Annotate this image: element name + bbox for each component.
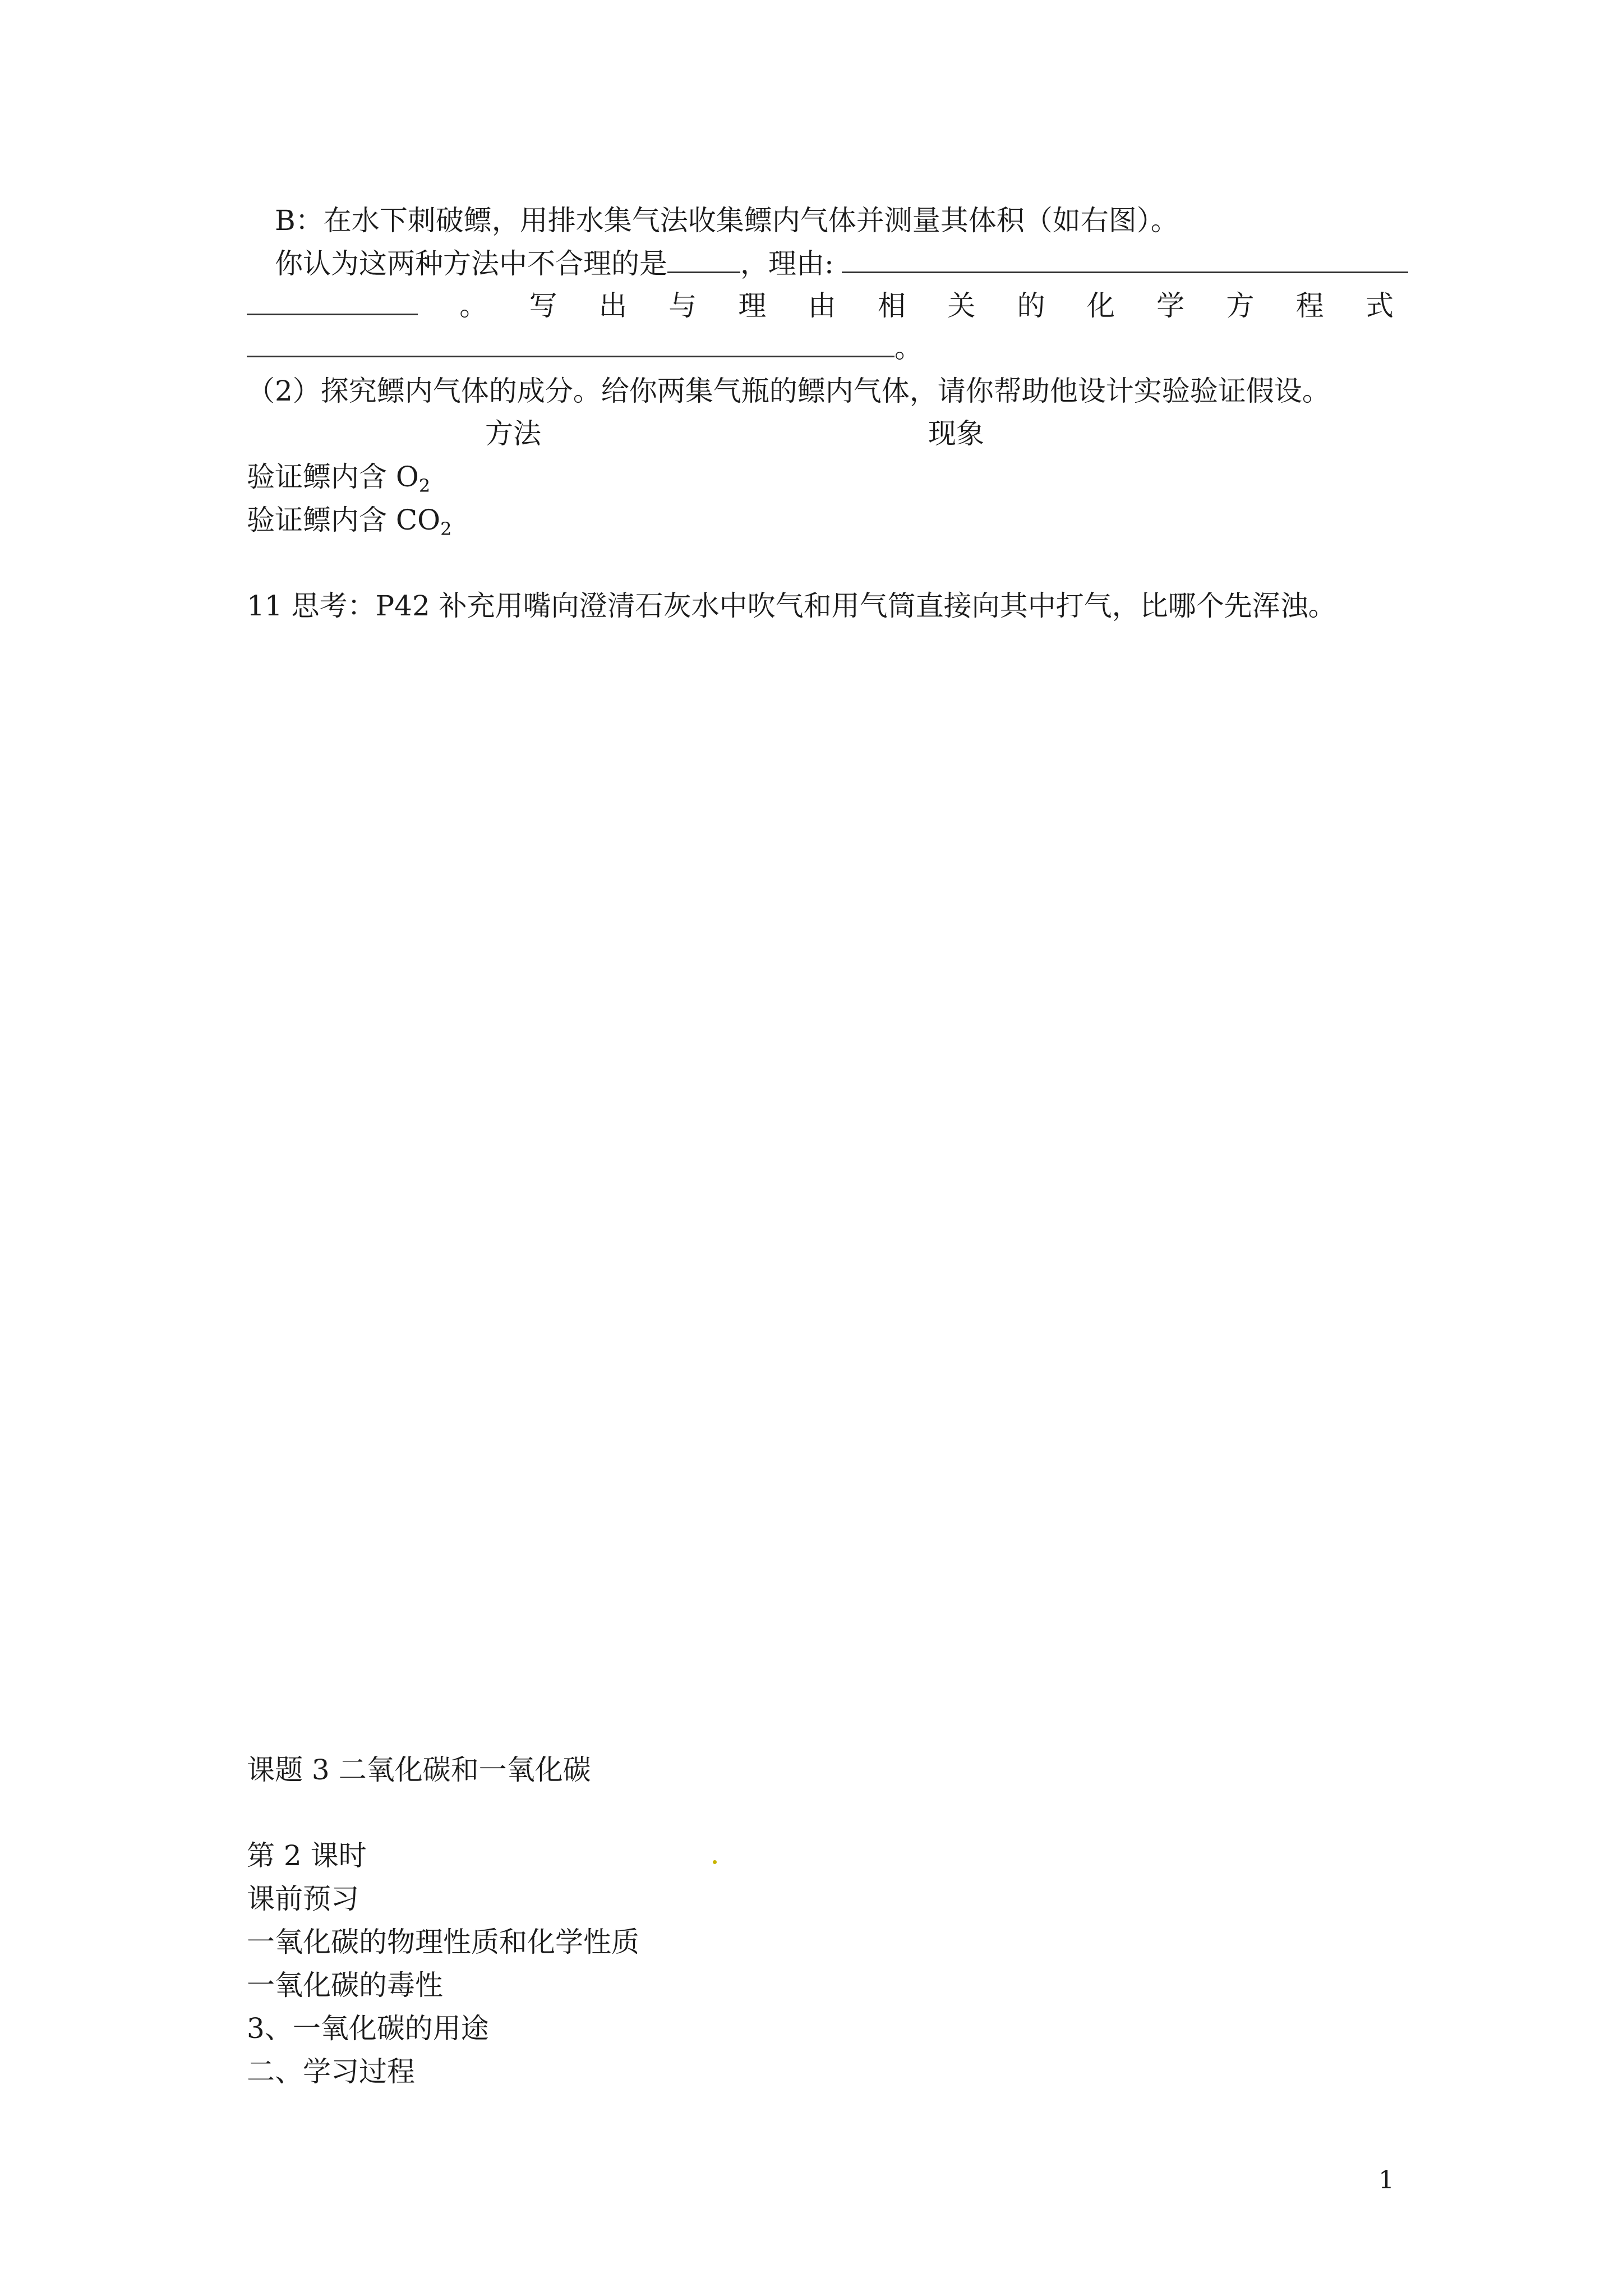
column-phenomenon: 现象 [928,417,984,450]
column-method: 方法 [485,417,541,450]
write-char-6: 相 [877,289,906,322]
preview-heading: 课前预习 [247,1883,359,1915]
write-char-7: 关 [947,289,976,322]
write-char-12: 程 [1295,289,1324,322]
write-char-9: 化 [1086,289,1115,322]
part2-text: （2）探究鳔内气体的成分。给你两集气瓶的鳔内气体，请你帮助他设计实验验证假设。 [247,375,1330,407]
write-char-11: 方 [1226,289,1255,322]
write-char-5: 由 [808,289,836,322]
line-b: B：在水下刺破鳔，用排水集气法收集鳔内气体并测量其体积（如右图）。 [275,204,1179,237]
preview-item-2: 一氧化碳的毒性 [247,1969,443,2001]
equation-line [247,334,923,362]
row-verify-o2-text: 验证鳔内含 O [247,461,419,493]
write-char-10: 学 [1156,289,1185,322]
write-char-1: 写 [529,289,557,322]
lesson-period: 第 2 课时 [247,1839,367,1872]
preview-item-3: 3、一氧化碳的用途 [247,2012,489,2045]
page-number: 1 [1378,2166,1394,2194]
equation-prompt-line [247,289,1394,322]
lesson-title: 课题 3 二氧化碳和一氧化碳 [247,1754,591,1786]
write-char-4: 理 [738,289,767,322]
row-verify-o2-sub: 2 [418,475,431,496]
period-end: 。 [895,332,923,364]
answer-blank-method[interactable] [667,272,740,273]
period-mark: 。 [459,289,488,322]
preview-item-1: 一氧化碳的物理性质和化学性质 [247,1926,639,1958]
write-char-13: 式 [1365,289,1394,322]
question-11: 11 思考：P42 补充用嘴向澄清石灰水中吹气和用气筒直接向其中打气，比哪个先浑浊。 [247,590,1336,622]
write-char-2: 出 [598,289,627,322]
question-text-1: 你认为这两种方法中不合理的是 [275,247,667,280]
stray-dot [713,1860,717,1864]
row-verify-co2-sub: 2 [440,518,452,540]
answer-blank-reason[interactable] [842,272,1408,273]
question-text-2: ，理由: [740,247,834,280]
answer-blank-reason-cont[interactable] [247,314,418,315]
write-char-3: 与 [668,289,697,322]
write-char-8: 的 [1017,289,1045,322]
row-verify-co2-text: 验证鳔内含 CO [247,504,441,536]
row-verify-co2 [247,506,452,538]
answer-blank-equation[interactable] [247,356,895,357]
question-line [275,247,1408,280]
row-verify-o2 [247,463,430,495]
section-2-heading: 二、学习过程 [247,2055,415,2088]
